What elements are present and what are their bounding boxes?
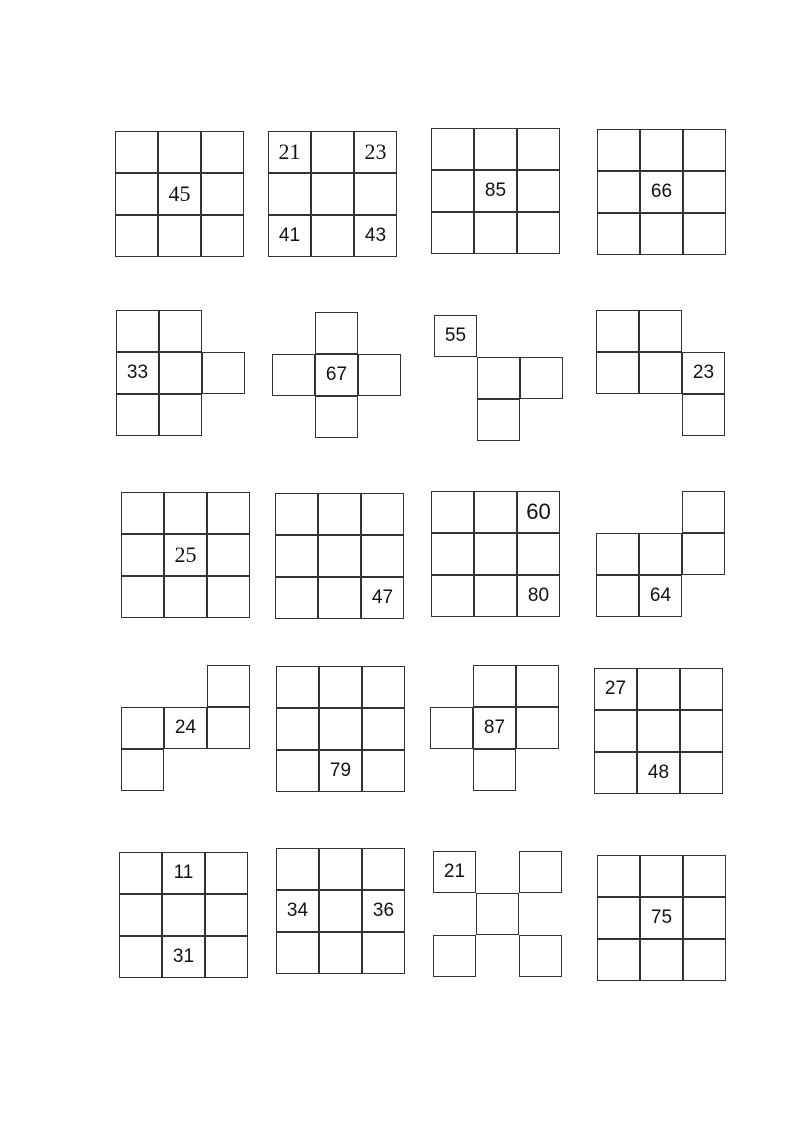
grid-cell (474, 533, 517, 575)
grid-cell (473, 665, 516, 707)
grid-cell (202, 352, 245, 394)
grid-cell (474, 491, 517, 533)
grid-cell (115, 131, 158, 173)
grid-cell (319, 666, 362, 708)
grid-cell (164, 576, 207, 618)
grid-cell (682, 394, 725, 436)
grid-cell (119, 852, 162, 894)
grid-cell (276, 708, 319, 750)
cell-number: 25 (174, 542, 197, 567)
grid-cell (596, 533, 639, 575)
grid-cell (268, 173, 311, 215)
grid-cell (319, 708, 362, 750)
grid-cell (597, 129, 640, 171)
cell-number: 55 (444, 325, 467, 346)
grid-cell (207, 534, 250, 576)
cell-number: 85 (484, 180, 507, 201)
grid-cell (121, 534, 164, 576)
grid-cell (683, 897, 726, 939)
grid-cell (121, 749, 164, 791)
grid-cell (477, 399, 520, 441)
grid-cell (207, 576, 250, 618)
cell-number: 34 (286, 900, 309, 921)
cell-number: 48 (647, 762, 670, 783)
grid-cell (517, 128, 560, 170)
grid-cell (319, 932, 362, 974)
cell-number: 66 (650, 181, 673, 202)
grid-cell (639, 533, 682, 575)
grid-cell (520, 357, 563, 399)
grid-cell (680, 668, 723, 710)
grid-cell (275, 493, 318, 535)
grid-cell (115, 215, 158, 257)
grid-cell (115, 173, 158, 215)
grid-cell (362, 666, 405, 708)
grid-cell (596, 310, 639, 352)
grid-cell (362, 708, 405, 750)
grid-cell (159, 352, 202, 394)
grid-cell (431, 212, 474, 254)
grid-cell (116, 394, 159, 436)
grid-cell (596, 575, 639, 617)
grid-cell (315, 396, 358, 438)
grid-cell (207, 665, 250, 707)
grid-cell (119, 936, 162, 978)
grid-cell (680, 710, 723, 752)
grid-cell (207, 492, 250, 534)
grid-cell (519, 935, 562, 977)
grid-cell (275, 577, 318, 619)
grid-cell (640, 855, 683, 897)
cell-number: 23 (692, 362, 715, 383)
grid-cell (275, 535, 318, 577)
grid-cell (516, 665, 559, 707)
grid-cell (311, 131, 354, 173)
cell-number: 31 (172, 946, 195, 967)
grid-cell (477, 357, 520, 399)
grid-cell (433, 935, 476, 977)
grid-cell (597, 939, 640, 981)
grid-cell (158, 215, 201, 257)
cell-number: 11 (173, 862, 194, 883)
grid-cell (205, 936, 248, 978)
grid-cell (474, 212, 517, 254)
grid-cell (318, 535, 361, 577)
grid-cell (159, 394, 202, 436)
grid-cell (358, 354, 401, 396)
grid-cell (683, 855, 726, 897)
grid-cell (311, 215, 354, 257)
cell-number: 33 (126, 362, 149, 383)
grid-cell (361, 493, 404, 535)
grid-cell (116, 310, 159, 352)
grid-cell (517, 533, 560, 575)
cell-number: 27 (604, 678, 627, 699)
grid-cell (683, 129, 726, 171)
grid-cell (158, 131, 201, 173)
grid-cell (162, 894, 205, 936)
grid-cell (121, 492, 164, 534)
grid-cell (594, 710, 637, 752)
grid-cell (597, 171, 640, 213)
cell-number: 36 (372, 900, 395, 921)
grid-cell (594, 752, 637, 794)
grid-cell (637, 668, 680, 710)
grid-cell (201, 131, 244, 173)
grid-cell (639, 310, 682, 352)
cell-number: 87 (483, 717, 506, 738)
grid-cell (431, 575, 474, 617)
cell-number: 75 (650, 907, 673, 928)
grid-cell (319, 890, 362, 932)
grid-cell (318, 577, 361, 619)
grid-cell (640, 213, 683, 255)
cell-number: 21 (443, 861, 466, 882)
grid-cell (431, 170, 474, 212)
grid-cell (597, 897, 640, 939)
grid-cell (430, 707, 473, 749)
grid-cell (318, 493, 361, 535)
cell-number: 43 (364, 225, 387, 246)
cell-number: 80 (527, 585, 550, 606)
grid-cell (683, 213, 726, 255)
grid-cell (207, 707, 250, 749)
grid-cell (474, 575, 517, 617)
grid-cell (637, 710, 680, 752)
grid-cell (682, 533, 725, 575)
grid-cell (431, 491, 474, 533)
grid-cell (354, 173, 397, 215)
grid-cell (362, 932, 405, 974)
grid-cell (361, 535, 404, 577)
cell-number: 60 (526, 499, 551, 524)
grid-cell (431, 128, 474, 170)
grid-cell (119, 894, 162, 936)
cell-number: 79 (329, 760, 352, 781)
grid-cell (473, 749, 516, 791)
cell-number: 45 (168, 181, 191, 206)
grid-cell (315, 312, 358, 354)
grid-cell (121, 576, 164, 618)
cell-number: 24 (174, 717, 197, 738)
cell-number: 47 (371, 587, 394, 608)
cell-number: 67 (325, 364, 348, 385)
grid-cell (205, 894, 248, 936)
grid-cell (362, 848, 405, 890)
cell-number: 64 (649, 585, 672, 606)
grid-cell (639, 352, 682, 394)
grid-cell (362, 750, 405, 792)
grid-cell (682, 491, 725, 533)
grid-cell (596, 352, 639, 394)
cell-number: 23 (364, 139, 387, 164)
grid-cell (205, 852, 248, 894)
cell-number: 21 (278, 139, 301, 164)
grid-cell (121, 707, 164, 749)
grid-cell (276, 750, 319, 792)
grid-cell (683, 171, 726, 213)
grid-cell (516, 707, 559, 749)
grid-cell (311, 173, 354, 215)
grid-cell (476, 893, 519, 935)
cell-number: 41 (278, 225, 301, 246)
grid-cell (474, 128, 517, 170)
grid-cell (164, 492, 207, 534)
grid-cell (276, 932, 319, 974)
grid-cell (640, 129, 683, 171)
grid-cell (276, 666, 319, 708)
grid-cell (201, 173, 244, 215)
grid-cell (597, 855, 640, 897)
grid-cell (640, 939, 683, 981)
grid-cell (517, 170, 560, 212)
grid-cell (201, 215, 244, 257)
grid-cell (159, 310, 202, 352)
grid-cell (517, 212, 560, 254)
grid-cell (272, 354, 315, 396)
grid-cell (276, 848, 319, 890)
grid-cell (319, 848, 362, 890)
grid-cell (683, 939, 726, 981)
grid-cell (680, 752, 723, 794)
grid-cell (519, 851, 562, 893)
grid-cell (431, 533, 474, 575)
grid-cell (597, 213, 640, 255)
